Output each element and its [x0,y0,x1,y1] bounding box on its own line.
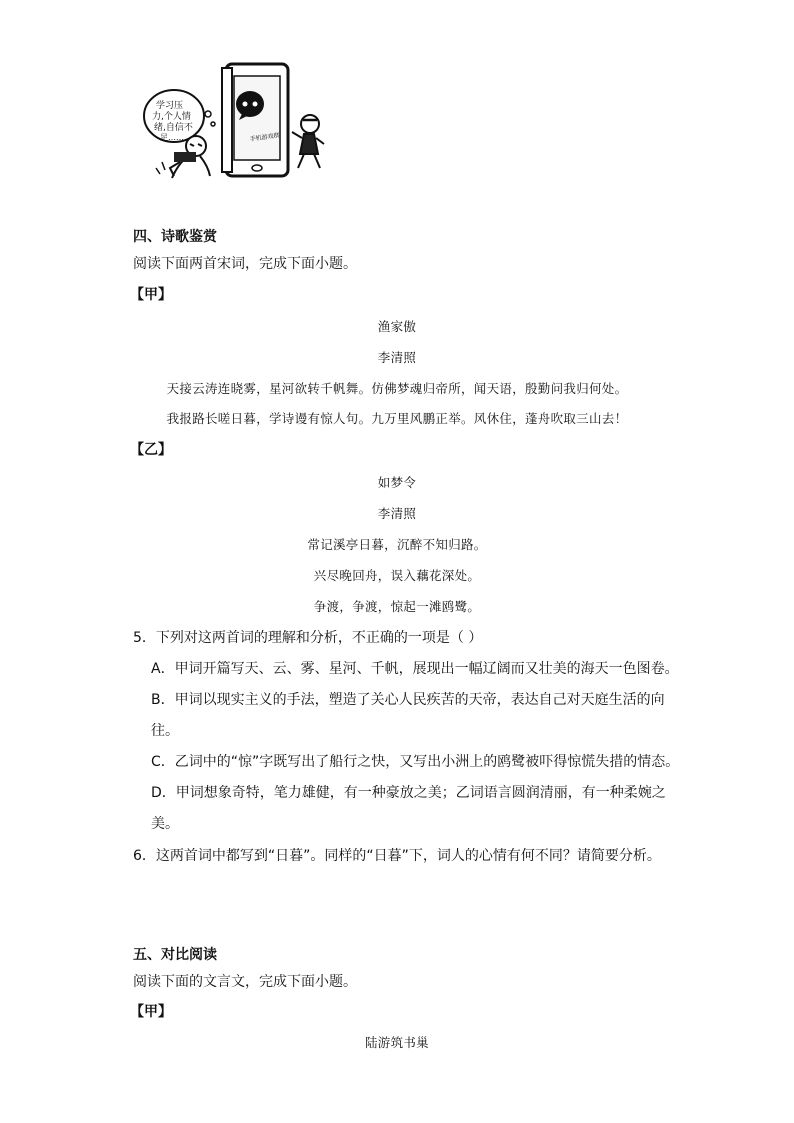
poem-a-line-1: 天接云涛连晓雾，星河欲转千帆舞。仿佛梦魂归帝所，闻天语，殷勤问我归何处。 [166,381,628,396]
poem-b-marker: 【乙】 [130,442,172,458]
phone-label: 手机游戏群 [249,131,281,144]
poem-b-author: 李清照 [377,506,417,521]
question-5-stem: 5．下列对这两首词的理解和分析，不正确的一项是（ ） [133,630,483,646]
speech-bubble [144,90,215,142]
man-figure [292,115,324,168]
question-5-option-b: B．甲词以现实主义的手法，塑造了关心人民疾苦的天帝，表达自己对天庭生活的向 [151,692,665,708]
section4-heading: 四、诗歌鉴赏 [133,229,217,245]
sad-student-figure [156,136,210,178]
poem-b-line-1: 常记溪亭日暮，沉醉不知归路。 [307,537,487,552]
poem-b-line-3: 争渡，争渡，惊起一滩鸥鹭。 [313,599,481,614]
cartoon-illustration [138,58,334,182]
poem-a-marker: 【甲】 [130,287,172,303]
section5-heading: 五、对比阅读 [133,947,217,963]
poem-b-title: 如梦令 [377,475,417,490]
poem-a-line-2: 我报路长嗟日暮，学诗谩有惊人句。九万里风鹏正举。风休住，蓬舟吹取三山去！ [166,411,628,426]
speech-bubble-text-1: 学习压 [156,101,184,111]
poem-b-line-2: 兴尽晚回舟，误入藕花深处。 [313,568,481,583]
section4-instruction: 阅读下面两首宋词，完成下面小题。 [133,256,357,272]
question-5-option-d: D．甲词想象奇特，笔力雄健，有一种豪放之美；乙词语言圆润清丽，有一种柔婉之 [151,785,666,801]
speech-bubble-text-3: 绪,自信不 [154,123,193,133]
question-5-option-c: C．乙词中的“惊”字既写出了船行之快，又写出小洲上的鸥鹭被吓得惊慌失措的情态。 [151,754,680,770]
poem-a-title: 渔家傲 [377,319,417,334]
speech-bubble-text-4: 足…… [160,133,184,142]
question-6: 6．这两首词中都写到“日暮”。同样的“日暮”下，词人的心情有何不同？请简要分析。 [133,848,661,864]
question-5-option-d-cont: 美。 [151,816,179,832]
question-5-option-a: A．甲词开篇写天、云、雾、星河、千帆，展现出一幅辽阔而又壮美的海天一色图卷。 [151,661,679,677]
poem-a-author: 李清照 [377,350,417,365]
section5-title: 陆游筑书巢 [364,1035,429,1050]
phone-icon [222,64,288,176]
speech-bubble-text-2: 力,个人情 [152,112,191,122]
question-5-option-b-cont: 往。 [151,723,179,739]
section5-marker: 【甲】 [130,1004,172,1020]
section5-instruction: 阅读下面的文言文，完成下面小题。 [133,974,357,990]
